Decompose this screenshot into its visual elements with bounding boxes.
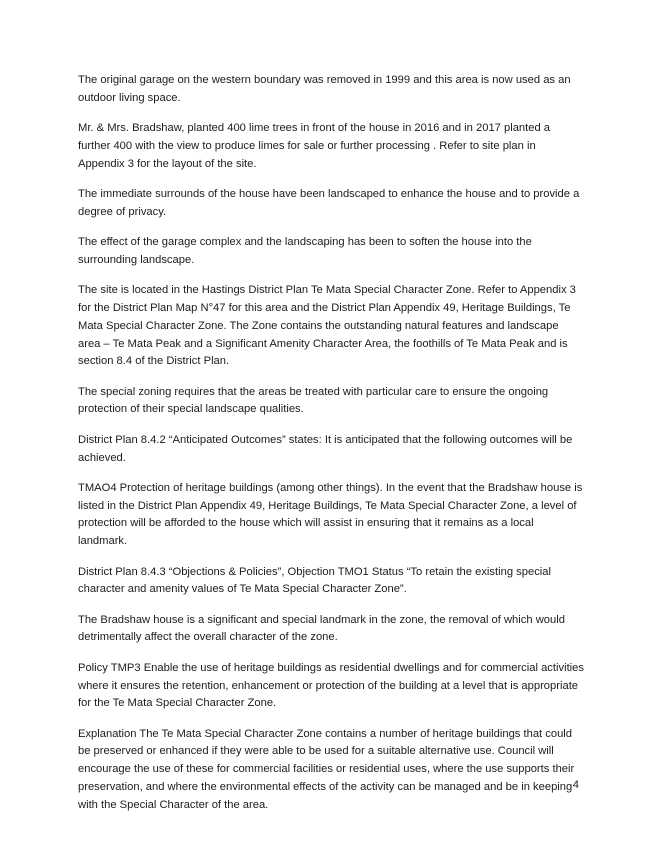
paragraph-garage-removal: The original garage on the western boundary was removed in 1999 and this area is now used as an outdoor living space. <box>78 74 571 104</box>
paragraph-objections-policies: District Plan 8.4.3 “Objections & Policies”, Objection TMO1 Status “To retain the existing special character and amenity values of Te Mata Special Character Zone”. <box>78 565 551 596</box>
paragraph-special-zoning: The special zoning requires that the areas be treated with particular care to ensure the ongoing protection of their special landscape qualities. <box>78 385 549 416</box>
paragraph-site-location: The site is located in the Hastings District Plan Te Mata Special Character Zone. Refer to Appendix 3 for the District Plan Map N°47 for this area and the District Plan Appendix 49, Heritage Buildings, Te Mata Special Character Zone. The Zone contains the outstanding natural features and landscape area – Te Mata Peak and a Significant Amenity Character Area, the foothills of Te Mata Peak and is section 8.4 of the District Plan. <box>78 284 576 368</box>
page-number: 4 <box>572 779 579 791</box>
body-text <box>78 72 584 827</box>
paragraph-tmao4: TMAO4 Protection of heritage buildings (among other things). In the event that the Bradshaw house is listed in the District Plan Appendix 49, Heritage Buildings, Te Mata Special Character Zone, a level of protection will be afforded to the house which will assist in ensuring that it remains as a local landmark. <box>78 481 583 548</box>
paragraph-landmark: The Bradshaw house is a significant and special landmark in the zone, the removal of which would detrimentally affect the overall character of the zone. <box>78 613 565 644</box>
paragraph-lime-trees: Mr. & Mrs. Bradshaw, planted 400 lime trees in front of the house in 2016 and in 2017 planted a further 400 with the view to produce limes for sale or further processing . Refer to site plan in Appendix 3 for the layout of the site. <box>78 122 551 170</box>
paragraph-anticipated-outcomes: District Plan 8.4.2 “Anticipated Outcomes” states: It is anticipated that the following outcomes will be achieved. <box>78 433 573 464</box>
paragraph-explanation: Explanation The Te Mata Special Character Zone contains a number of heritage buildings that could be preserved or enhanced if they were able to be used for a suitable alternative use. Council will encourage the use of these for commercial facilities or residential uses, where the use supports their preservation, and where the environmental effects of the activity can be managed and be in keeping with the Special Character of the area. <box>78 727 575 811</box>
paragraph-landscaping: The immediate surrounds of the house have been landscaped to enhance the house and to provide a degree of privacy. <box>78 187 580 218</box>
paragraph-garage-effect: The effect of the garage complex and the landscaping has been to soften the house into the surrounding landscape. <box>78 236 532 266</box>
paragraph-policy-tmp3: Policy TMP3 Enable the use of heritage buildings as residential dwellings and for commercial activities where it ensures the retention, enhancement or protection of the building at a level that is appropriate for the Te Mata Special Character Zone. <box>78 661 584 710</box>
